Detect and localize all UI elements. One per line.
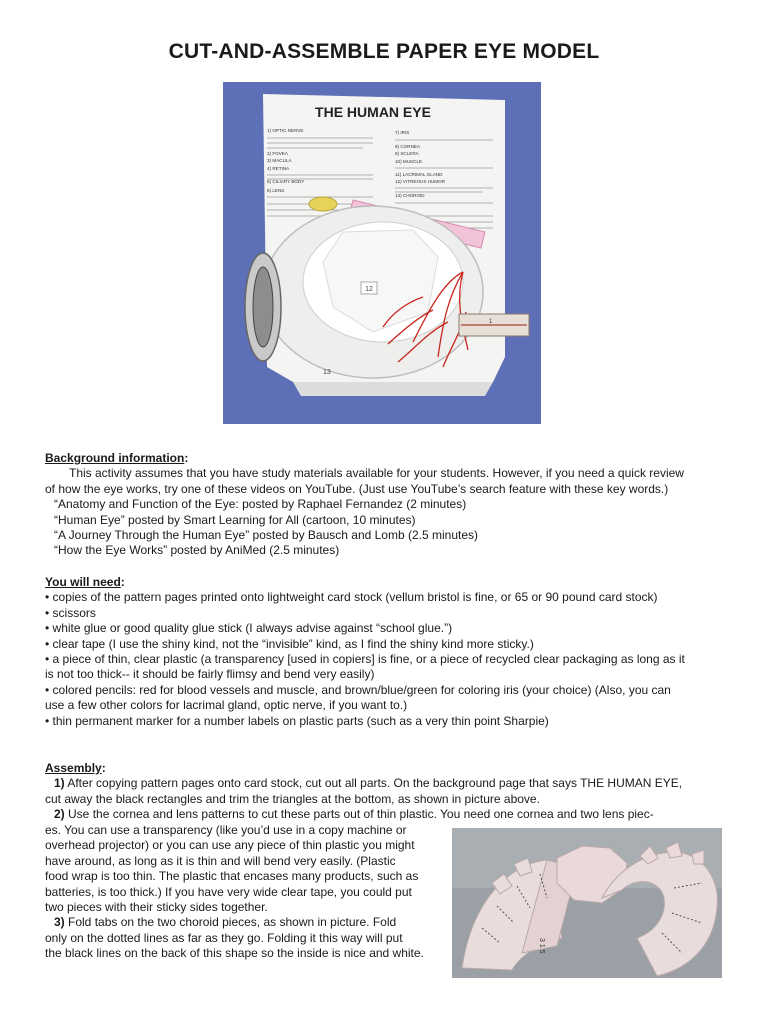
text-line: overhead projector) or you can use any piece of thin plastic you might: [45, 838, 415, 853]
list-item: • scissors: [45, 605, 96, 620]
section-heading: Background information: [45, 451, 185, 465]
list-item: • copies of the pattern pages printed onto lightweight card stock (vellum bristol is fine, or 65 or 90 pound card stock): [45, 590, 658, 605]
assembly-section: Assembly: 1) After copying pattern pages onto card stock, cut out all parts. On the background page that says THE HUMAN EYE, cut away the black rectangles and trim the triangles at the bottom, as shown in picture above. 2) Use the cornea and lens patterns to cut these parts out of thin plastic. You need one cornea and two lens piec-: [45, 761, 725, 823]
text-line: two pieces with their sticky sides together.: [45, 900, 268, 915]
left-list-item: 1) OPTIC NERVE: [267, 128, 304, 133]
step-number: 2): [54, 807, 65, 822]
page-title: CUT-AND-ASSEMBLE PAPER EYE MODEL: [168, 40, 600, 63]
step-number: 3): [54, 915, 65, 930]
choroid-pieces-photo: [452, 828, 722, 978]
tag-label: 12: [365, 286, 373, 293]
section-heading: Assembly: [45, 761, 102, 775]
list-item: use a few other colors for lacrimal gland, optic nerve, if you want to.): [45, 698, 408, 713]
step-number: 1): [54, 776, 65, 791]
text-line: This activity assumes that you have study materials available for your students. However, if you need a quick review: [69, 466, 684, 481]
text-line: Use the cornea and lens patterns to cut these parts out of thin plastic. You need one cornea and two lens piec-: [68, 807, 654, 822]
left-list-item: 4) RETINA: [267, 166, 290, 171]
photo-heading: THE HUMAN EYE: [315, 104, 431, 120]
text-line: “Anatomy and Function of the Eye: posted by Raphael Fernandez (2 minutes): [54, 497, 467, 512]
list-item: • colored pencils: red for blood vessels and muscle, and brown/blue/green for coloring iris (your choice) (Also, you can: [45, 682, 671, 697]
eye-model-photo: [223, 82, 541, 424]
list-item: is not too thick-- it should be fairly flimsy and bend very easily): [45, 667, 375, 682]
left-list-item: 5) CILIARY BODY: [267, 179, 305, 184]
text-line: food wrap is too thin. The plastic that encases many products, such as: [45, 869, 419, 884]
right-list-item: 7) IRIS: [395, 130, 410, 135]
piece-label: 3 1 5: [538, 938, 545, 954]
right-list-item: 9) SCLERA: [395, 151, 419, 156]
text-line: Fold tabs on the two choroid pieces, as shown in picture. Fold: [68, 915, 397, 930]
text-line: “How the Eye Works” posted by AniMed (2.5 minutes): [54, 543, 340, 558]
text-line: “A Journey Through the Human Eye” posted by Bausch and Lomb (2.5 minutes): [54, 528, 479, 543]
background-section: Background information: This activity assumes that you have study materials available for your students. However, if you need a quick review of how the eye works, try one of these videos on YouTube. (Just use YouTube’s search feature with these key words.) “Anatomy and Function of the Eye: posted by Raphael Fernandez (2 minutes) “Human Eye” posted by Smart Learning for All (cartoon, 10 minutes) “A Journey Through the Human Eye” posted by Bausch and Lomb (2.5 minutes) “How the Eye Works” posted by AniMed (2.5 minutes): [45, 451, 725, 559]
materials-section: You will need: • copies of the pattern pages printed onto lightweight card stock (vellum bristol is fine, or 65 or 90 pound card stock) • scissors • white glue or good quality glue stick (I always advise against “school glue.”) • clear tape (I use the shiny kind, not the “invisible” kind, as I find the shiny kind more sticky.) • a piece of thin, clear plastic (a transparency [used in copiers] is fine, or a piece of recycled clear packaging as long as it is not too thick-- it should be fairly flimsy and bend very easily) • colored pencils: red for blood vessels and muscle, and brown/blue/green for coloring iris (your choice) (Also, you can use a few other colors for lacrimal gland, optic nerve, if you want to.) • thin permanent marker for a number labels on plastic parts (such as a very thin point Sharpie): [45, 575, 725, 729]
left-list-item: 6) LENS: [267, 188, 285, 193]
list-item: • clear tape (I use the shiny kind, not the “invisible” kind, as I find the shiny kind more sticky.): [45, 636, 534, 651]
text-line: es. You can use a transparency (like you’d use in a copy machine or: [45, 823, 407, 837]
section-heading: You will need: [45, 575, 121, 589]
text-line: “Human Eye” posted by Smart Learning for All (cartoon, 10 minutes): [54, 512, 416, 527]
text-line: of how the eye works, try one of these videos on YouTube. (Just use YouTube’s search feature with these key words.): [45, 481, 669, 496]
list-item: • white glue or good quality glue stick (I always advise against “school glue.”): [45, 621, 453, 636]
left-list-item: 3) MACULA: [267, 158, 292, 163]
right-list-item: 10) MUSCLE: [395, 159, 423, 164]
tag-label: 13: [323, 369, 331, 376]
left-list-item: 2) FOVEA: [267, 151, 288, 156]
text-line: batteries, is too thick.) If you have very wide clear tape, you could put: [45, 884, 412, 899]
right-list-item: 8) CORNEA: [395, 144, 421, 149]
lacrimal-gland: [309, 197, 337, 211]
text-line: cut away the black rectangles and trim the triangles at the bottom, as shown in picture above.: [45, 791, 540, 806]
right-list-item: 13) CHOROID: [395, 193, 425, 198]
text-line: have around, as long as it is thin and will bend very easily. (Plastic: [45, 853, 396, 868]
list-item: • a piece of thin, clear plastic (a transparency [used in copiers] is fine, or a piece of recycled clear packaging as long as it: [45, 652, 685, 667]
text-line: only on the dotted lines as far as they go. Folding it this way will put: [45, 930, 403, 945]
assembly-continued: [45, 823, 445, 962]
right-list-item: 12) VITREOUS HUMOR: [395, 179, 446, 184]
right-list-item: 11) LACRIMAL GLAND: [395, 172, 443, 177]
text-line: the black lines on the back of this shape so the inside is nice and white.: [45, 946, 424, 961]
text-line: After copying pattern pages onto card stock, cut out all parts. On the background page that says THE HUMAN EYE,: [67, 776, 683, 791]
tag-label: 1: [489, 319, 493, 325]
list-item: • thin permanent marker for a number labels on plastic parts (such as a very thin point Sharpie): [45, 713, 549, 728]
